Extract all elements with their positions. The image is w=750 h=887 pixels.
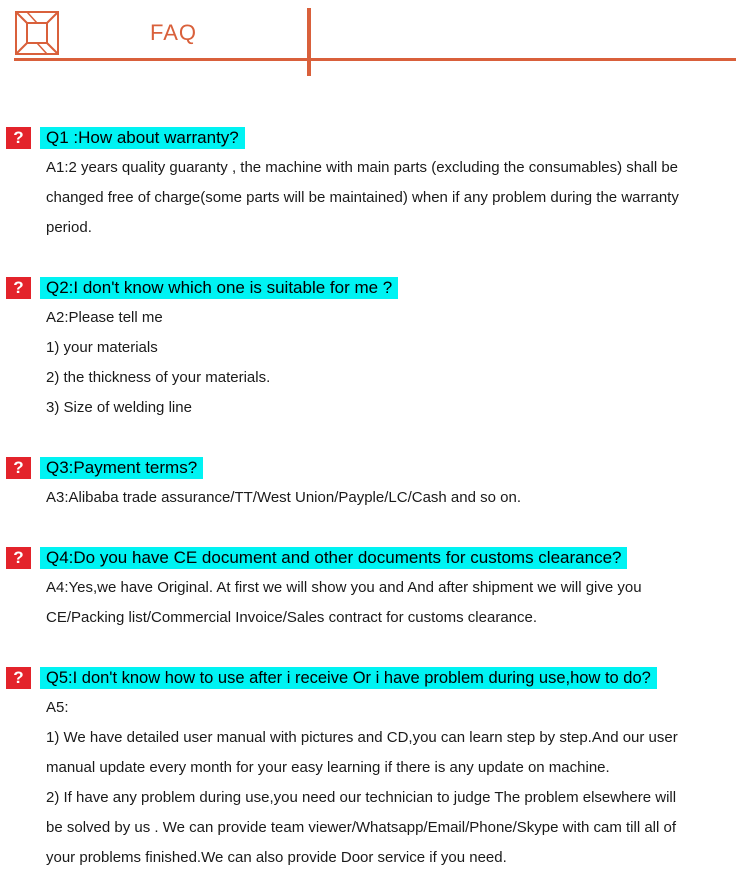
answer-line: 1) We have detailed user manual with pictures and CD,you can learn step by step.And our user	[46, 729, 678, 746]
answer-line: A4:Yes,we have Original. At first we will show you and And after shipment we will give you	[46, 579, 642, 596]
question-text: Q1 :How about warranty?	[40, 127, 245, 149]
answer-line: 2) the thickness of your materials.	[46, 369, 271, 386]
answer-line: manual update every month for your easy learning if there is any update on machine.	[46, 759, 610, 776]
question-mark-icon: ?	[6, 277, 31, 299]
question-mark-icon: ?	[6, 667, 31, 689]
answer-line: your problems finished.We can also provide Door service if you need.	[46, 849, 507, 866]
question-mark-icon: ?	[6, 547, 31, 569]
answer-line: 2) If have any problem during use,you need our technician to judge The problem elsewhere will	[46, 789, 677, 806]
question-text: Q5:I don't know how to use after i receive Or i have problem during use,how to do?	[40, 667, 657, 689]
header-divider-horizontal	[14, 58, 736, 61]
question-mark-icon: ?	[6, 127, 31, 149]
answer-line: changed free of charge(some parts will be maintained) when if any problem during the warranty	[46, 189, 679, 206]
question-text: Q3:Payment terms?	[40, 457, 203, 479]
answer-line: 1) your materials	[46, 339, 158, 356]
logo-icon	[14, 10, 60, 56]
answer-line: be solved by us . We can provide team viewer/Whatsapp/Email/Phone/Skype with cam till all of	[46, 819, 677, 836]
answer-line: period.	[46, 219, 92, 236]
question-mark-icon: ?	[6, 457, 31, 479]
answer-line: A1:2 years quality guaranty , the machine with main parts (excluding the consumables) shall be	[46, 159, 678, 176]
answer-line: 3) Size of welding line	[46, 399, 192, 416]
question-text: Q4:Do you have CE document and other documents for customs clearance?	[40, 547, 627, 569]
answer-line: A3:Alibaba trade assurance/TT/West Union/Payple/LC/Cash and so on.	[46, 489, 521, 506]
page-title: FAQ	[150, 20, 198, 45]
faq-header	[0, 0, 750, 80]
answer-line: CE/Packing list/Commercial Invoice/Sales contract for customs clearance.	[46, 609, 538, 626]
answer-line: A5:	[46, 699, 69, 716]
question-text: Q2:I don't know which one is suitable for me ?	[40, 277, 398, 299]
header-divider-vertical	[307, 8, 311, 76]
answer-line: A2:Please tell me	[46, 309, 163, 326]
